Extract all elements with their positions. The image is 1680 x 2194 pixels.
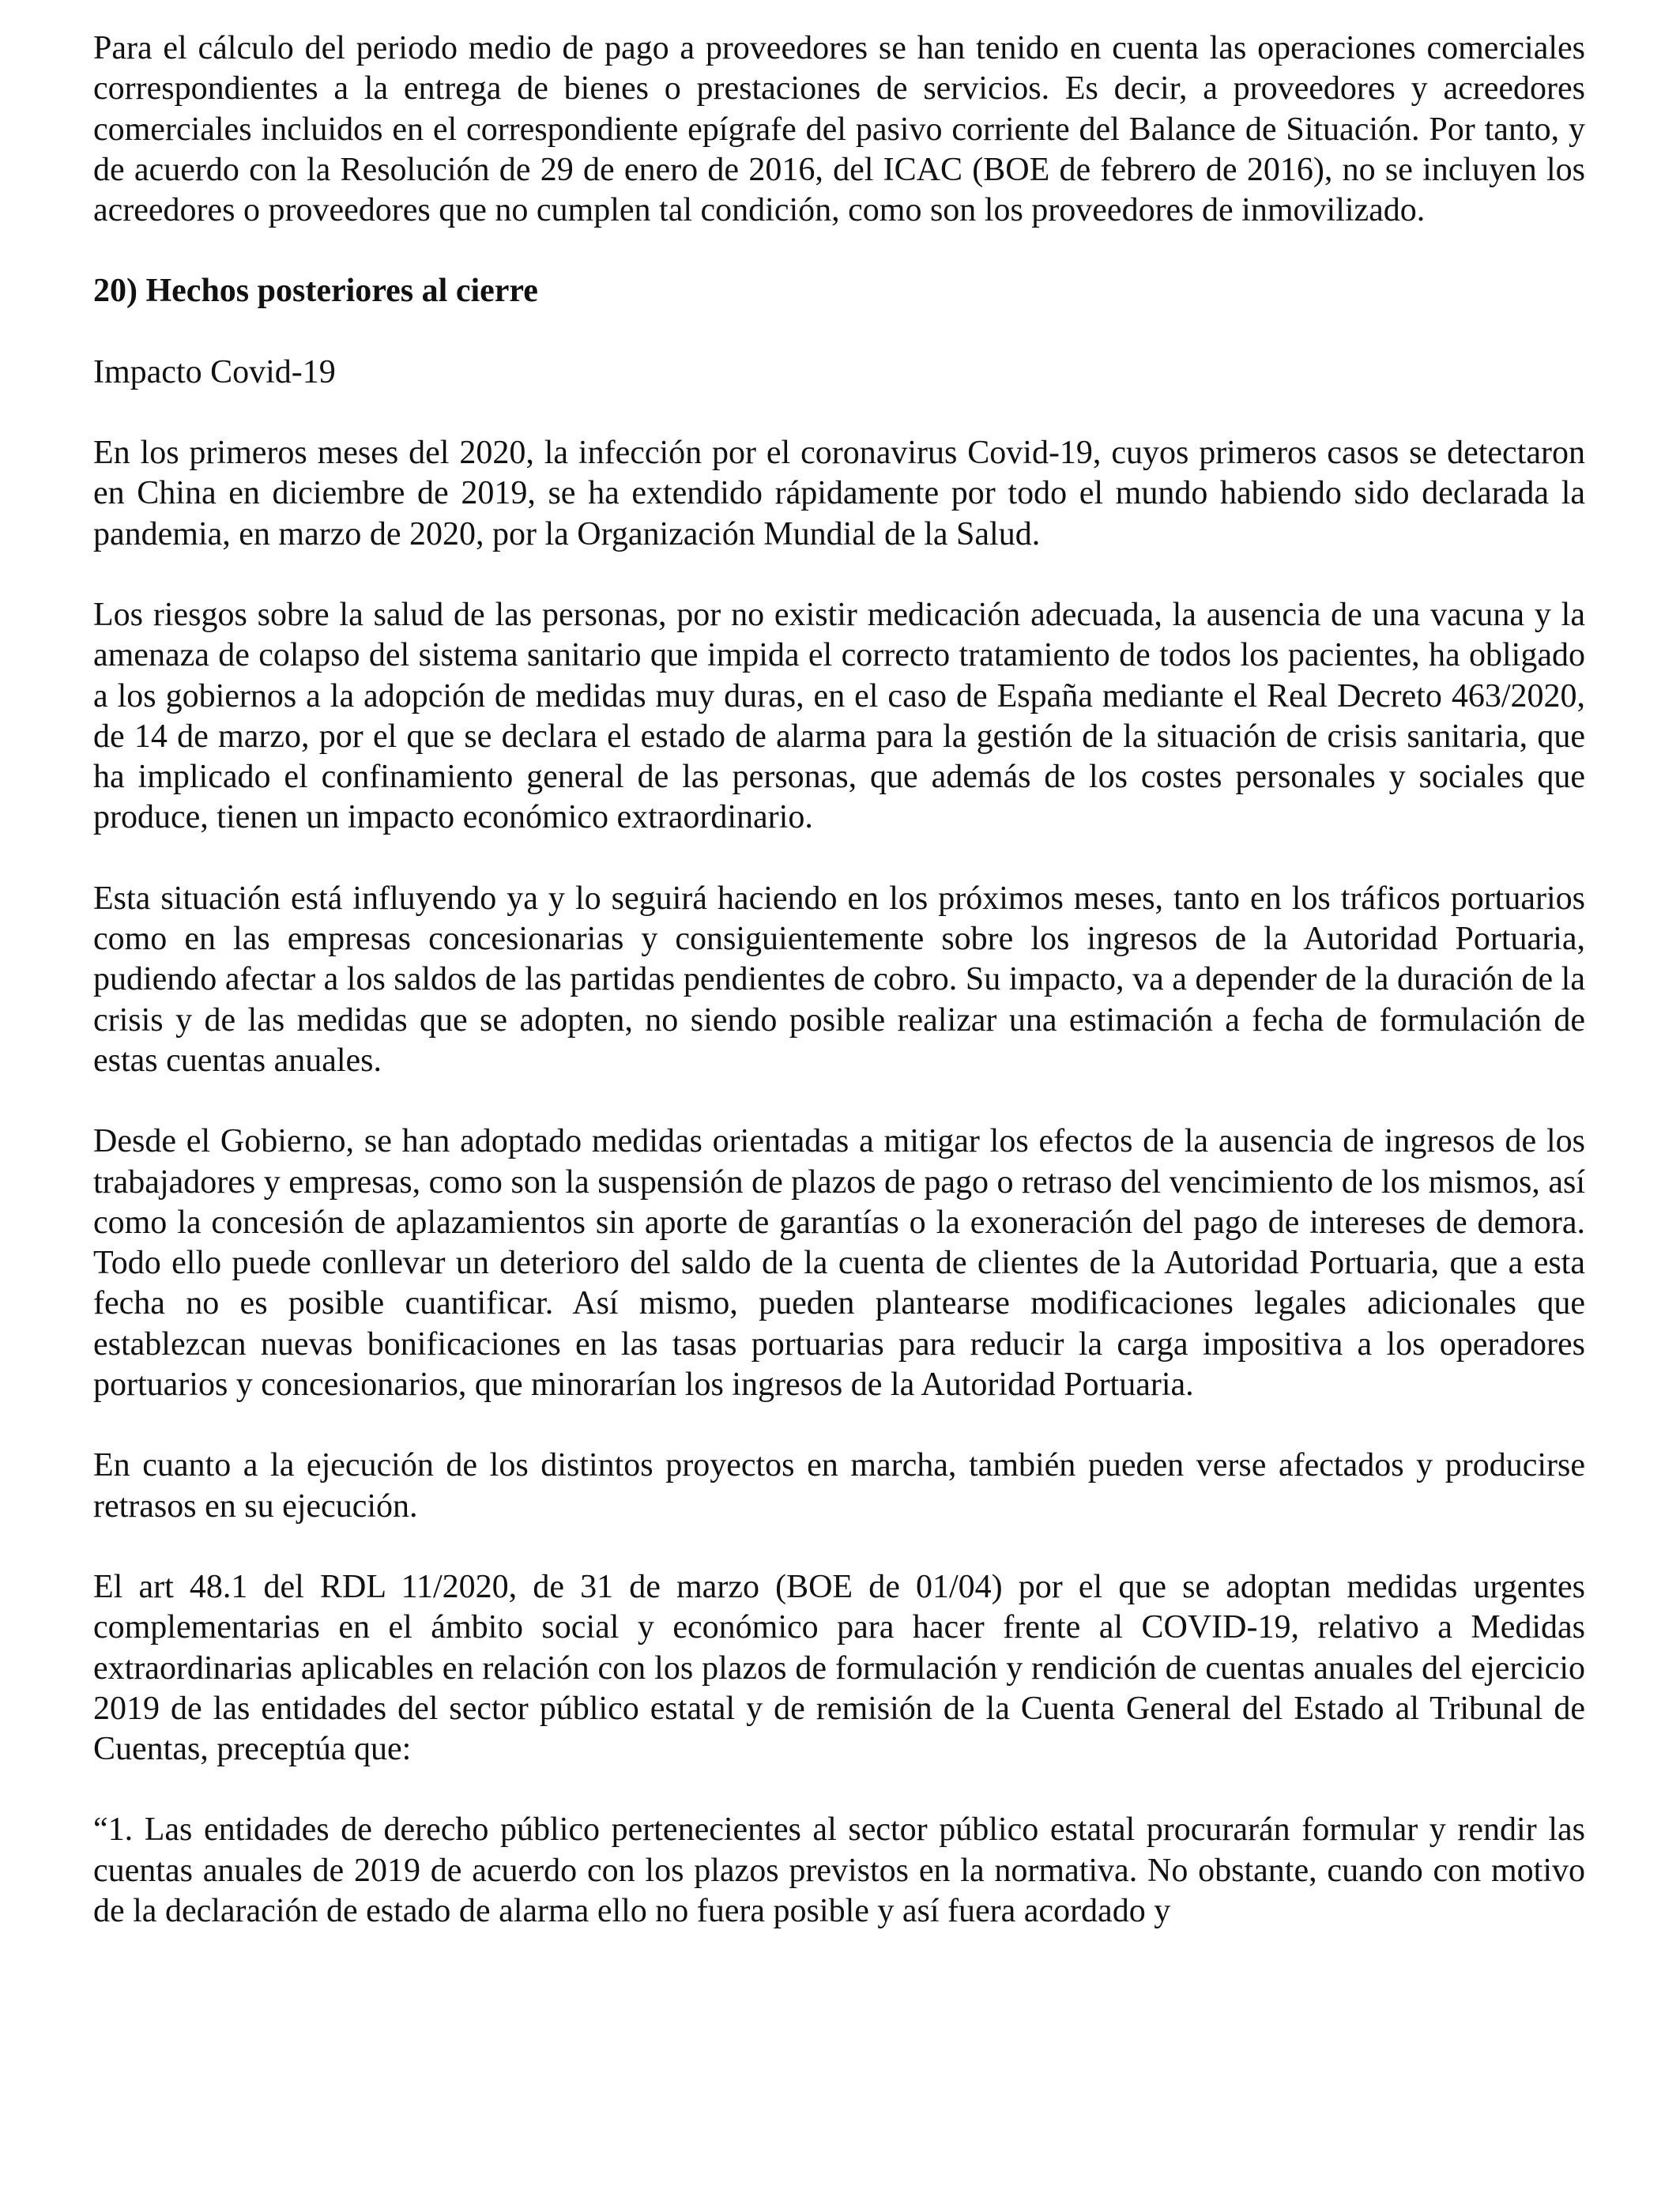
paragraph-rdl-article: El art 48.1 del RDL 11/2020, de 31 de marzo (BOE de 01/04) por el que se adoptan medidas urgentes complementarias en el ámbito social y económico para hacer frente al COVID-19, relativo a Medidas extraordinarias aplicables en relación con los plazos de formulación y rendición de cuentas anuales del ejercicio 2019 de las entidades del sector público estatal y de remisión de la Cuenta General del Estado al Tribunal de Cuentas, preceptúa que: [93,1568,1585,1768]
paragraph-situation-impact: Esta situación está influyendo ya y lo seguirá haciendo en los próximos meses, tanto en los tráficos portuarios como en las empresas concesionarias y consiguientemente sobre los ingresos de la Autoridad Portuaria, pudiendo afectar a los saldos de las partidas pendientes de cobro. Su impacto, va a depender de la duración de la crisis y de las medidas que se adopten, no siendo posible realizar una estimación a fecha de formulación de estas cuentas anuales. [93,880,1585,1079]
document-body [93,28,1585,1932]
paragraph-government-measures: Desde el Gobierno, se han adoptado medidas orientadas a mitigar los efectos de la ausencia de ingresos de los trabajadores y empresas, como son la suspensión de plazos de pago o retraso del vencimiento de los mismos, así como la concesión de aplazamientos sin aporte de garantías o la exoneración del pago de intereses de demora. Todo ello puede conllevar un deterioro del saldo de la cuenta de clientes de la Autoridad Portuaria, que a esta fecha no es posible cuantificar. Así mismo, pueden plantearse modificaciones legales adicionales que establezcan nuevas bonificaciones en las tasas portuarias para reducir la carga impositiva a los operadores portuarios y concesionarios, que minorarían los ingresos de la Autoridad Portuaria. [93,1123,1585,1404]
paragraph-quote: “1. Las entidades de derecho público pertenecientes al sector público estatal procurarán formular y rendir las cuentas anuales de 2019 de acuerdo con los plazos previstos en la normativa. No obstante, cuando con motivo de la declaración de estado de alarma ello no fuera posible y así fuera acordado y [93,1811,1585,1929]
section-heading: 20) Hechos posteriores al cierre [93,273,538,310]
subheading: Impacto Covid-19 [93,353,336,390]
paragraph-projects: En cuanto a la ejecución de los distintos proyectos en marcha, también pueden verse afectados y producirse retrasos en su ejecución. [93,1447,1585,1525]
paragraph-health-risks: Los riesgos sobre la salud de las personas, por no existir medicación adecuada, la ausencia de una vacuna y la amenaza de colapso del sistema sanitario que impida el correcto tratamiento de todos los pacientes, ha obligado a los gobiernos a la adopción de medidas muy duras, en el caso de España mediante el Real Decreto 463/2020, de 14 de marzo, por el que se declara el estado de alarma para la gestión de la situación de crisis sanitaria, que ha implicado el confinamiento general de las personas, que además de los costes personales y sociales que produce, tienen un impacto económico extraordinario. [93,596,1585,836]
intro-paragraph: Para el cálculo del periodo medio de pago a proveedores se han tenido en cuenta las operaciones comerciales correspondientes a la entrega de bienes o prestaciones de servicios. Es decir, a proveedores y acreedores comerciales incluidos en el correspondiente epígrafe del pasivo corriente del Balance de Situación. Por tanto, y de acuerdo con la Resolución de 29 de enero de 2016, del ICAC (BOE de febrero de 2016), no se incluyen los acreedores o proveedores que no cumplen tal condición, como son los proveedores de inmovilizado. [93,30,1585,229]
paragraph-covid-origin: En los primeros meses del 2020, la infección por el coronavirus Covid-19, cuyos primeros casos se detectaron en China en diciembre de 2019, se ha extendido rápidamente por todo el mundo habiendo sido declarada la pandemia, en marzo de 2020, por la Organización Mundial de la Salud. [93,435,1585,552]
